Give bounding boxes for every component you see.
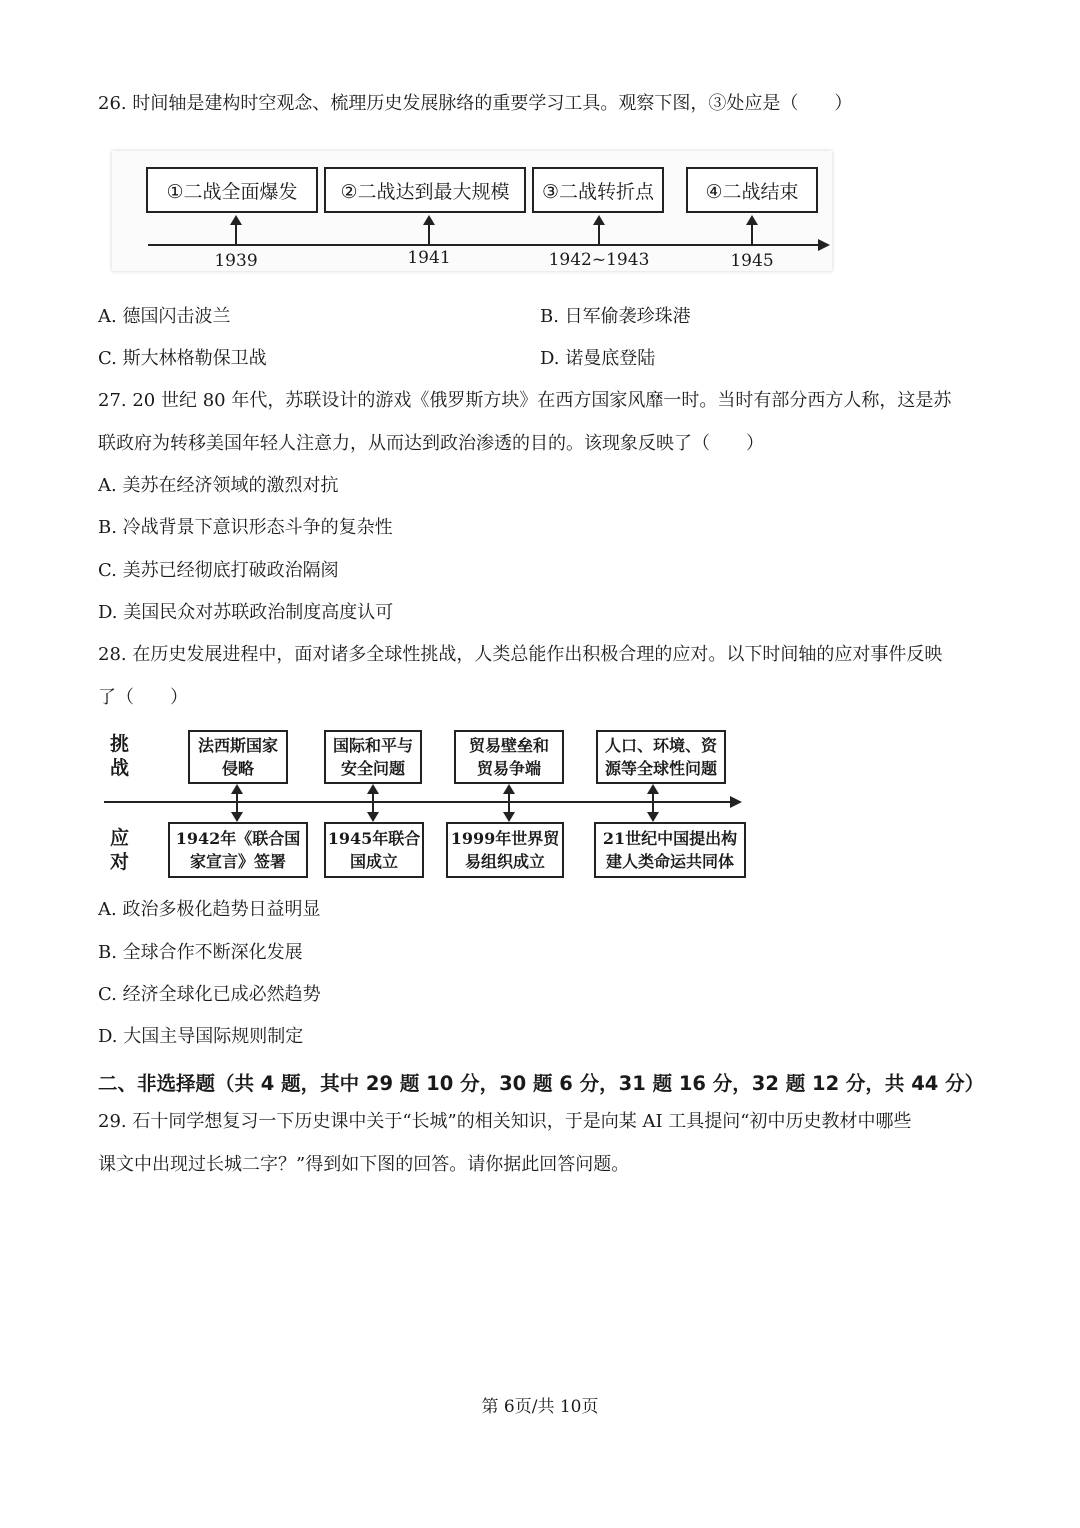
up-arrow-icon <box>423 215 435 225</box>
timeline-pointer-3 <box>598 223 600 244</box>
timeline-box-4: ④二战结束 <box>686 167 818 213</box>
q26-stem: 26. 时间轴是建构时空观念、梳理历史发展脉络的重要学习工具。观察下图，③处应是（ ） <box>98 93 853 114</box>
q27-option-a: A. 美苏在经济领域的激烈对抗 <box>98 475 339 496</box>
up-arrow-icon <box>230 215 242 225</box>
q28-stem-line1: 28. 在历史发展进程中，面对诸多全球性挑战，人类总能作出积极合理的应对。以下时间轴的应对事件反映 <box>98 644 943 665</box>
connector-4 <box>652 794 654 814</box>
response-box-1: 1942年《联合国 家宣言》签署 <box>168 822 308 878</box>
q29-stem-line1: 29. 石十同学想复习一下历史课中关于“长城”的相关知识，于是向某 AI 工具提问“初中历史教材中哪些 <box>98 1111 912 1132</box>
timeline-year-1939: 1939 <box>214 251 258 271</box>
timeline-box-2: ②二战达到最大规模 <box>324 167 526 213</box>
q26-option-a: A. 德国闪击波兰 <box>98 306 231 327</box>
response-box-2: 1945年联合 国成立 <box>324 822 424 878</box>
timeline-pointer-1 <box>235 223 237 244</box>
q28-stem-line2: 了（ ） <box>98 687 188 708</box>
response-label: 应 对 <box>110 827 130 873</box>
response-box-4: 21世纪中国提出构 建人类命运共同体 <box>594 822 746 878</box>
connector-2 <box>372 794 374 814</box>
timeline-pointer-4 <box>751 223 753 244</box>
down-arrow-icon <box>503 812 515 822</box>
down-arrow-icon <box>231 812 243 822</box>
timeline-box-1: ①二战全面爆发 <box>146 167 318 213</box>
challenge-box-3: 贸易壁垒和 贸易争端 <box>454 730 564 784</box>
q27-stem-line1: 27. 20 世纪 80 年代，苏联设计的游戏《俄罗斯方块》在西方国家风靡一时。当时有部分西方人称，这是苏 <box>98 390 952 411</box>
timeline-pointer-2 <box>428 223 430 244</box>
connector-3 <box>508 794 510 814</box>
challenge-box-1: 法西斯国家 侵略 <box>188 730 288 784</box>
q27-option-c: C. 美苏已经彻底打破政治隔阂 <box>98 560 339 581</box>
up-arrow-icon <box>647 784 659 794</box>
timeline-axis <box>148 244 820 246</box>
timeline-year-1942-1943: 1942~1943 <box>548 250 650 270</box>
q27-option-b: B. 冷战背景下意识形态斗争的复杂性 <box>98 517 393 538</box>
q28-option-a: A. 政治多极化趋势日益明显 <box>98 899 321 920</box>
q28-option-b: B. 全球合作不断深化发展 <box>98 942 303 963</box>
q26-timeline-figure <box>112 151 832 271</box>
down-arrow-icon <box>367 812 379 822</box>
section-title: 二、非选择题（共 4 题，其中 29 题 10 分，30 题 6 分，31 题 16 分，32 题 12 分，共 44 分） <box>98 1072 985 1095</box>
q27-option-d: D. 美国民众对苏联政治制度高度认可 <box>98 602 394 623</box>
q28-option-d: D. 大国主导国际规则制定 <box>98 1026 304 1047</box>
q29-stem-line2: 课文中出现过长城二字？”得到如下图的回答。请你据此回答问题。 <box>98 1154 630 1175</box>
up-arrow-icon <box>593 215 605 225</box>
challenge-label: 挑 战 <box>110 733 130 779</box>
down-arrow-icon <box>647 812 659 822</box>
up-arrow-icon <box>503 784 515 794</box>
challenge-box-2: 国际和平与 安全问题 <box>324 730 422 784</box>
timeline-year-1945: 1945 <box>730 251 774 271</box>
q26-option-d: D. 诺曼底登陆 <box>540 348 656 369</box>
up-arrow-icon <box>367 784 379 794</box>
q26-option-b: B. 日军偷袭珍珠港 <box>540 306 691 327</box>
challenge-box-4: 人口、环境、资 源等全球性问题 <box>596 730 726 784</box>
q28-challenge-response-figure <box>98 722 758 882</box>
q26-option-c: C. 斯大林格勒保卫战 <box>98 348 267 369</box>
connector-1 <box>236 794 238 814</box>
up-arrow-icon <box>746 215 758 225</box>
q28-axis <box>104 801 732 803</box>
q28-option-c: C. 经济全球化已成必然趋势 <box>98 984 321 1005</box>
response-box-3: 1999年世界贸 易组织成立 <box>446 822 564 878</box>
timeline-year-1941: 1941 <box>407 248 451 268</box>
page-number: 第 6页/共 10页 <box>481 1397 599 1417</box>
axis-arrow-icon <box>818 239 830 251</box>
up-arrow-icon <box>231 784 243 794</box>
timeline-box-3: ③二战转折点 <box>532 167 664 213</box>
q27-stem-line2: 联政府为转移美国年轻人注意力，从而达到政治渗透的目的。该现象反映了（ ） <box>98 433 764 454</box>
axis-arrow-icon <box>730 796 742 808</box>
